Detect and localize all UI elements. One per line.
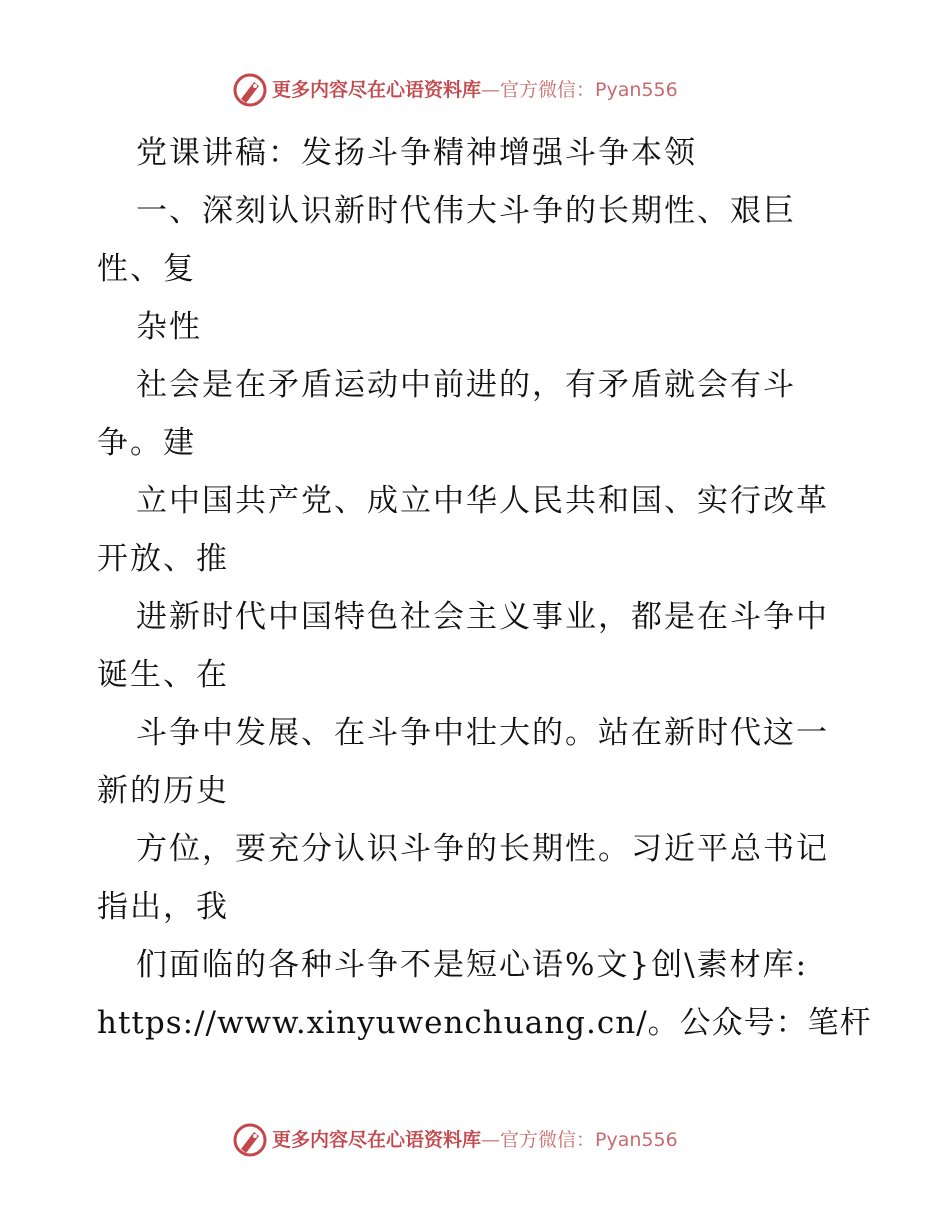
text-line: 方位，要充分认识斗争的长期性。习近平总书记 (136, 831, 829, 867)
footer-banner (0, 1120, 950, 1160)
banner-text (272, 78, 678, 102)
pen-nib-logo-icon (232, 1122, 268, 1158)
text-line: 社会是在矛盾运动中前进的，有矛盾就会有斗 (136, 367, 796, 403)
text-line: 进新时代中国特色社会主义事业，都是在斗争中 (136, 599, 829, 635)
text-line: 们面临的各种斗争不是短心语%文}创\素材库: (136, 947, 809, 983)
banner-separator: — (481, 1129, 501, 1151)
text-line: 新的历史 (97, 773, 229, 809)
text-line: 斗争中发展、在斗争中壮大的。站在新时代这一 (136, 715, 829, 751)
banner-wechat-text: 官方微信：Pyan556 (500, 1129, 678, 1151)
text-line: 诞生、在 (97, 657, 229, 693)
banner-wechat-text: 官方微信：Pyan556 (500, 79, 678, 101)
text-line: 指出，我 (97, 889, 229, 925)
banner-separator: — (481, 79, 501, 101)
text-line: 杂性 (136, 309, 202, 345)
pen-nib-logo-icon (232, 72, 268, 108)
document-body (97, 124, 877, 1052)
banner-main-text: 更多内容尽在心语资料库 (272, 1129, 482, 1151)
banner-text (272, 1128, 678, 1152)
text-line: 性、复 (97, 251, 196, 287)
text-line: 立中国共产党、成立中华人民共和国、实行改革 (136, 483, 829, 519)
text-line: 开放、推 (97, 541, 229, 577)
section-heading: 一、深刻认识新时代伟大斗争的长期性、艰巨 (136, 193, 796, 229)
banner-main-text: 更多内容尽在心语资料库 (272, 79, 482, 101)
header-banner (0, 70, 950, 110)
document-title: 党课讲稿：发扬斗争精神增强斗争本领 (136, 135, 697, 171)
url-line: https://www.xinyuwenchuang.cn/。公众号：笔杆 (97, 1005, 872, 1041)
text-line: 争。建 (97, 425, 196, 461)
